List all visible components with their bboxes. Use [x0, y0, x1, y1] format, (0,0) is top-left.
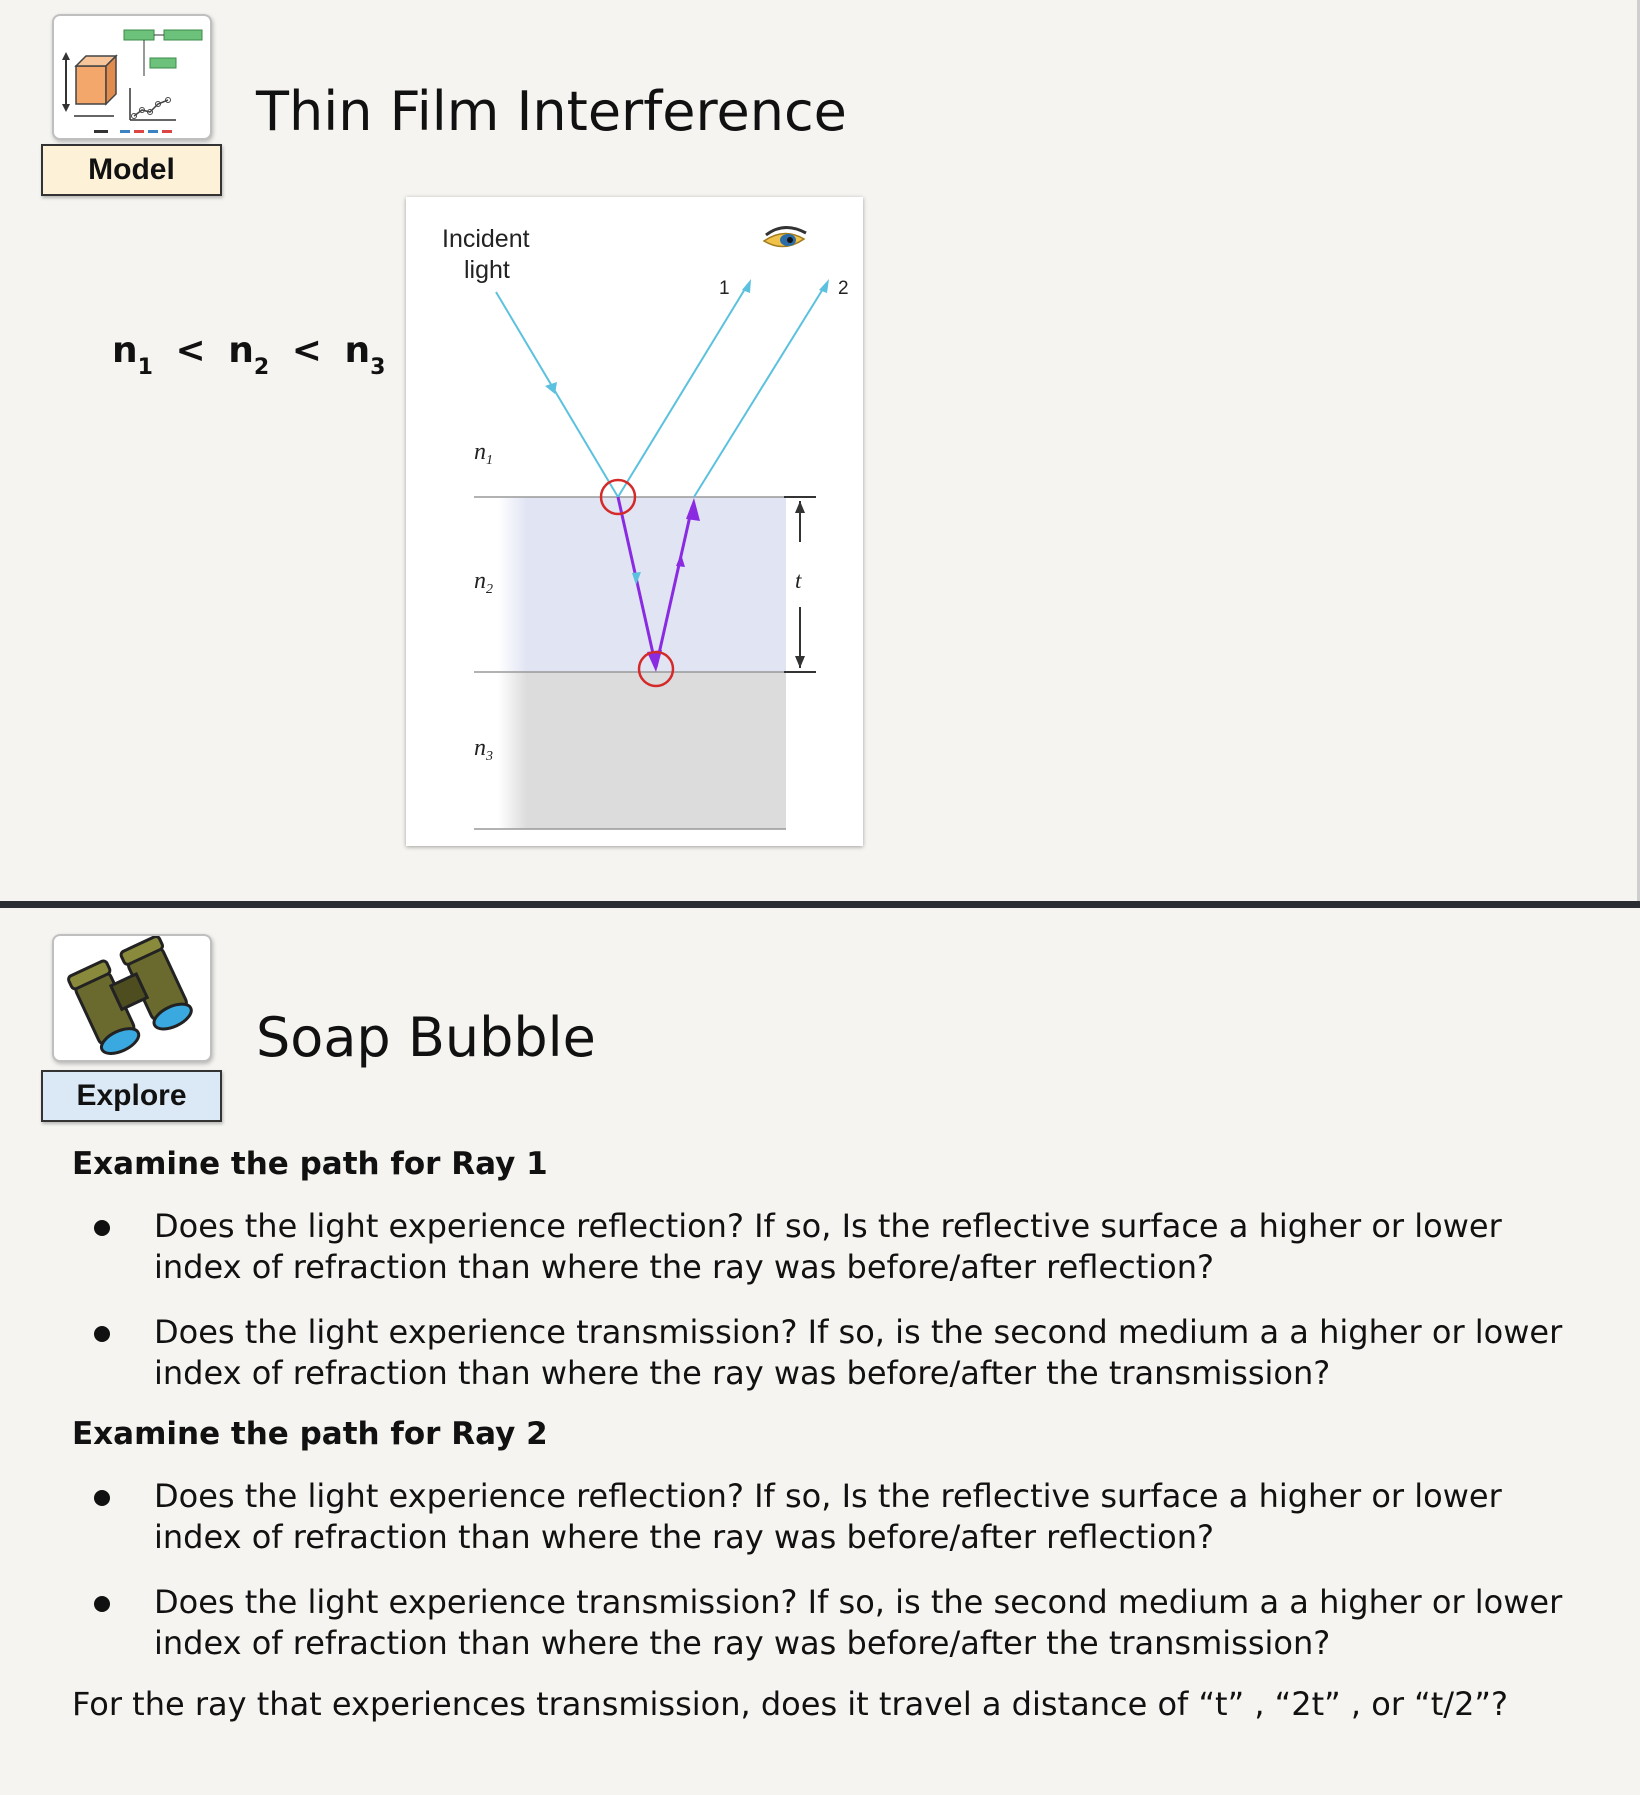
ray-1-questions	[72, 1206, 1572, 1394]
slide-divider	[0, 901, 1640, 908]
thin-film-svg	[406, 197, 863, 846]
ray-1-heading: Examine the path for Ray 1	[72, 1146, 548, 1182]
n1-symbol: n	[112, 330, 138, 371]
list-item	[72, 1582, 1594, 1664]
list-item	[72, 1312, 1594, 1394]
bullet-icon	[94, 1326, 110, 1342]
section-title: Soap Bubble	[256, 1006, 596, 1069]
model-icon	[54, 16, 210, 138]
explore-badge: Explore	[41, 1070, 222, 1122]
incident-ray	[496, 292, 618, 497]
less-than-2: <	[291, 330, 322, 371]
page-title: Thin Film Interference	[256, 80, 847, 143]
medium-n3-label: $n_3$	[474, 735, 493, 764]
n2-subscript: 2	[253, 355, 270, 380]
thin-film-diagram	[406, 197, 863, 846]
ray-2-arrow	[819, 279, 829, 293]
binoculars-icon	[54, 936, 210, 1060]
n1-subscript: 1	[137, 355, 153, 380]
bullet-icon	[94, 1220, 110, 1236]
question-text: Does the light experience transmission? If so, is the second medium a a higher or lower index of refraction than where the ray was before/after the transmission?	[154, 1583, 1563, 1662]
model-badge: Model	[41, 144, 222, 196]
medium-n1-label: $n_1$	[474, 439, 493, 468]
bullet-icon	[94, 1596, 110, 1612]
question-text: Does the light experience reflection? If so, Is the reflective surface a higher or lower index of refraction than where the ray was before/after reflection?	[154, 1477, 1502, 1556]
thickness-label: t	[795, 568, 802, 593]
n3-subscript: 3	[370, 355, 386, 380]
bullet-icon	[94, 1490, 110, 1506]
final-question: For the ray that experiences transmission, does it travel a distance of “t” , “2t” , or “t/2”?	[72, 1685, 1508, 1723]
incident-label-line2: light	[464, 256, 510, 284]
film-layer	[498, 497, 786, 672]
n3-symbol: n	[344, 330, 371, 371]
explore-icon-card	[52, 934, 212, 1062]
question-text: Does the light experience reflection? If so, Is the reflective surface a higher or lower index of refraction than where the ray was before/after reflection?	[154, 1207, 1502, 1286]
incident-label-line1: Incident	[442, 225, 530, 253]
ray-2	[694, 284, 826, 497]
eye-icon	[764, 227, 806, 246]
n2-symbol: n	[228, 330, 254, 371]
ray-2-label: 2	[838, 278, 849, 299]
index-relation	[112, 330, 385, 380]
ray-2-heading: Examine the path for Ray 2	[72, 1416, 548, 1452]
substrate-layer	[498, 672, 786, 829]
model-icon-card	[52, 14, 212, 140]
ray-1-label: 1	[719, 278, 730, 299]
ray-1	[618, 284, 748, 497]
question-content	[72, 1146, 1572, 1725]
list-item	[72, 1476, 1594, 1558]
medium-n2-label: $n_2$	[474, 568, 493, 597]
question-text: Does the light experience transmission? If so, is the second medium a a higher or lower index of refraction than where the ray was before/after the transmission?	[154, 1313, 1563, 1392]
ray-2-questions	[72, 1476, 1572, 1664]
list-item	[72, 1206, 1594, 1288]
less-than-1: <	[175, 330, 206, 371]
